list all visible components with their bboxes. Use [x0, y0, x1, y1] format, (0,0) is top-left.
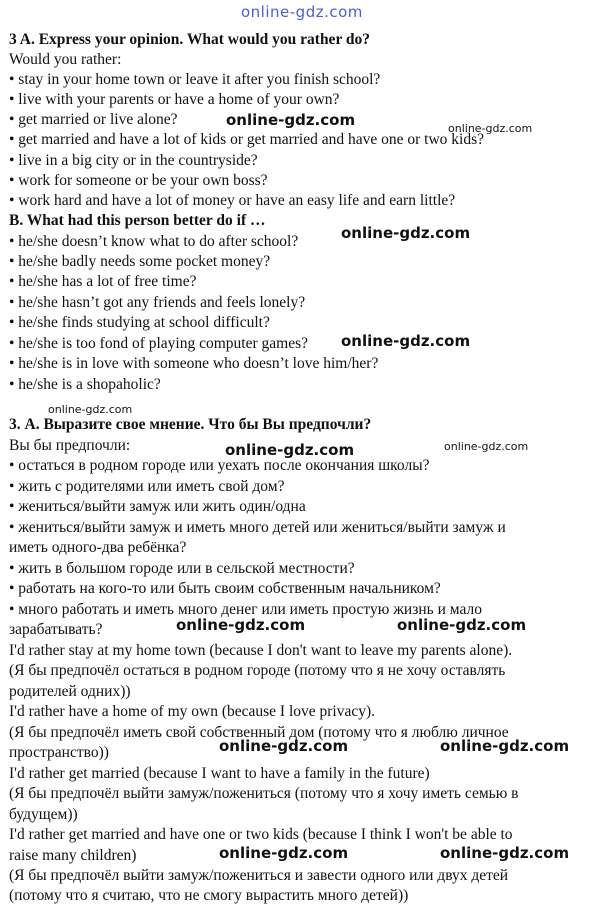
- answer-line: родителей одних)): [9, 683, 131, 700]
- list-item: • he/she is a shopaholic?: [9, 376, 161, 393]
- list-item: • live in a big city or in the countryside?: [9, 152, 258, 169]
- list-item: • жениться/выйти замуж и иметь много детей или жениться/выйти замуж и: [9, 519, 506, 536]
- answer-line: I'd rather get married and have one or two kids (because I think I won't be able to: [9, 826, 513, 843]
- watermark: online-gdz.com: [440, 844, 570, 862]
- list-item: • работать на кого-то или быть своим собственным начальником?: [9, 580, 441, 597]
- heading-russian-a: 3. А. Выразите свое мнение. Что бы Вы предпочли?: [9, 416, 372, 433]
- list-item: • жениться/выйти замуж или жить один/одна: [9, 498, 306, 515]
- watermark: online-gdz.com: [341, 332, 471, 350]
- list-item: • he/she is too fond of playing computer games?: [9, 335, 308, 352]
- list-item: • he/she hasn’t got any friends and feels lonely?: [9, 294, 306, 311]
- answer-line: (потому что я считаю, что не смогу вырастить много детей)): [9, 887, 409, 904]
- list-item: • he/she is in love with someone who doesn’t love him/her?: [9, 355, 379, 372]
- watermark: online-gdz.com: [448, 122, 533, 135]
- list-item: • he/she finds studying at school difficult?: [9, 314, 270, 331]
- watermark: online-gdz.com: [48, 403, 133, 416]
- list-item: • work hard and have a lot of money or have an easy life and earn little?: [9, 192, 456, 209]
- list-item: • he/she badly needs some pocket money?: [9, 253, 271, 270]
- list-item: • жить в большом городе или в сельской местности?: [9, 560, 355, 577]
- list-item: иметь одного-два ребёнка?: [9, 539, 187, 556]
- answer-line: (Я бы предпочёл иметь свой собственный дом (потому что я люблю личное: [9, 724, 509, 741]
- watermark: online-gdz.com: [225, 441, 355, 459]
- list-item: • he/she doesn’t know what to do after school?: [9, 233, 299, 250]
- answer-line: I'd rather have a home of my own (because I love privacy).: [9, 703, 376, 720]
- heading-english-b: B. What had this person better do if …: [9, 212, 266, 229]
- list-item: зарабатывать?: [9, 621, 103, 638]
- watermark: online-gdz.com: [397, 616, 527, 634]
- heading-english-a: 3 A. Express your opinion. What would you rather do?: [9, 31, 371, 48]
- answer-line: (Я бы предпочёл остаться в родном городе (потому что я не хочу оставлять: [9, 662, 506, 679]
- watermark: online-gdz.com: [176, 616, 306, 634]
- watermark: online-gdz.com: [341, 224, 471, 242]
- list-item: • жить с родителями или иметь свой дом?: [9, 478, 285, 495]
- answer-line: I'd rather get married (because I want to have a family in the future): [9, 765, 430, 782]
- answer-line: I'd rather stay at my home town (because I don't want to leave my parents alone).: [9, 642, 513, 659]
- answer-line: (Я бы предпочёл выйти замуж/пожениться (потому что я хочу иметь семью в: [9, 785, 519, 802]
- list-item: • остаться в родном городе или уехать после окончания школы?: [9, 457, 430, 474]
- answer-line: (Я бы предпочёл выйти замуж/пожениться и завести одного или двух детей: [9, 867, 509, 884]
- list-item: • stay in your home town or leave it after you finish school?: [9, 71, 381, 88]
- watermark: online-gdz.com: [444, 440, 529, 453]
- list-item: • get married or live alone?: [9, 111, 178, 128]
- watermark-top: online-gdz.com: [241, 3, 363, 21]
- watermark: online-gdz.com: [226, 111, 356, 129]
- answer-line: raise many children): [9, 847, 137, 864]
- intro-english: Would you rather:: [9, 51, 122, 68]
- answer-line: будущем)): [9, 806, 78, 823]
- intro-russian: Вы бы предпочли:: [9, 437, 131, 454]
- answer-line: пространство)): [9, 744, 109, 761]
- list-item: • get married and have a lot of kids or get married and have one or two kids?: [9, 131, 485, 148]
- watermark: online-gdz.com: [219, 844, 349, 862]
- list-item: • live with your parents or have a home of your own?: [9, 91, 340, 108]
- list-item: • много работать и иметь много денег или иметь простую жизнь и мало: [9, 601, 482, 618]
- watermark: online-gdz.com: [440, 737, 570, 755]
- list-item: • he/she has a lot of free time?: [9, 273, 197, 290]
- watermark: online-gdz.com: [219, 737, 349, 755]
- list-item: • work for someone or be your own boss?: [9, 172, 268, 189]
